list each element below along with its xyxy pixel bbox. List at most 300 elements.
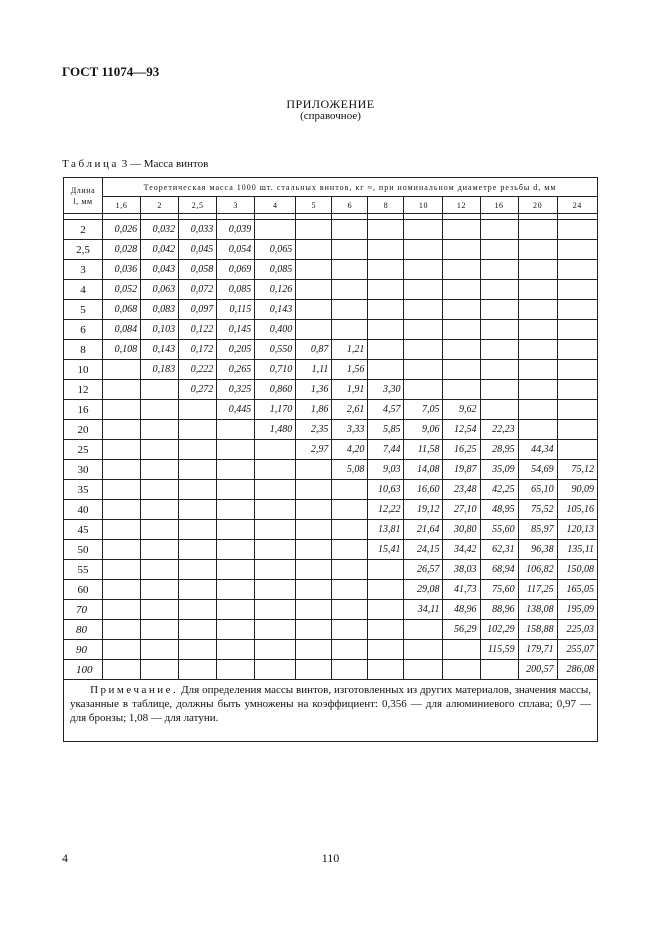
mass-cell xyxy=(443,300,480,320)
table-caption-text: 3 — Масса винтов xyxy=(121,158,209,170)
table-row xyxy=(64,320,598,340)
mass-cell xyxy=(557,280,597,300)
mass-cell xyxy=(518,320,557,340)
mass-cell xyxy=(141,440,179,460)
mass-cell: 179,71 xyxy=(518,640,557,660)
mass-cell xyxy=(332,580,368,600)
mass-cell xyxy=(103,500,141,520)
mass-cell: 19,87 xyxy=(443,460,480,480)
mass-cell xyxy=(480,380,518,400)
mass-cell xyxy=(557,300,597,320)
mass-cell xyxy=(141,520,179,540)
mass-cell xyxy=(332,660,368,680)
mass-cell: 135,11 xyxy=(557,540,597,560)
mass-cell xyxy=(217,520,255,540)
mass-cell xyxy=(368,300,404,320)
mass-cell xyxy=(480,260,518,280)
mass-cell xyxy=(179,500,217,520)
mass-cell: 62,31 xyxy=(480,540,518,560)
length-cell: 3 xyxy=(64,260,103,280)
mass-cell: 23,48 xyxy=(443,480,480,500)
mass-cell xyxy=(103,660,141,680)
mass-cell: 1,86 xyxy=(296,400,332,420)
mass-cell xyxy=(103,400,141,420)
mass-cell xyxy=(368,280,404,300)
mass-cell xyxy=(255,580,296,600)
mass-cell: 1,480 xyxy=(255,420,296,440)
length-cell: 12 xyxy=(64,380,103,400)
appendix-type: (справочное) xyxy=(300,110,361,122)
diameter-header: 24 xyxy=(557,197,597,214)
diameter-header: 4 xyxy=(255,197,296,214)
mass-cell: 0,143 xyxy=(141,340,179,360)
mass-cell xyxy=(557,380,597,400)
table-note xyxy=(64,680,598,742)
mass-cell: 42,25 xyxy=(480,480,518,500)
mass-cell: 200,57 xyxy=(518,660,557,680)
mass-cell: 225,03 xyxy=(557,620,597,640)
table-row xyxy=(64,480,598,500)
mass-cell: 0,028 xyxy=(103,240,141,260)
mass-cell xyxy=(103,380,141,400)
mass-cell xyxy=(332,260,368,280)
mass-cell: 0,183 xyxy=(141,360,179,380)
mass-cell: 0,115 xyxy=(217,300,255,320)
mass-cell xyxy=(404,260,443,280)
mass-cell: 34,11 xyxy=(404,600,443,620)
mass-cell: 41,73 xyxy=(443,580,480,600)
mass-cell: 0,265 xyxy=(217,360,255,380)
mass-cell: 9,62 xyxy=(443,400,480,420)
length-cell: 45 xyxy=(64,520,103,540)
mass-cell: 0,550 xyxy=(255,340,296,360)
mass-cell xyxy=(368,600,404,620)
mass-cell xyxy=(443,220,480,240)
table-row xyxy=(64,520,598,540)
mass-header: Теоретическая масса 1000 шт. стальных винтов, кг ≈, при номинальном диаметре резьбы d, мм xyxy=(103,178,598,197)
diameter-header: 3 xyxy=(217,197,255,214)
mass-cell: 13,81 xyxy=(368,520,404,540)
mass-cell: 0,325 xyxy=(217,380,255,400)
mass-cell: 0,145 xyxy=(217,320,255,340)
mass-cell xyxy=(217,460,255,480)
mass-cell xyxy=(179,540,217,560)
mass-cell: 0,085 xyxy=(255,260,296,280)
length-cell: 5 xyxy=(64,300,103,320)
mass-cell: 28,95 xyxy=(480,440,518,460)
mass-cell xyxy=(141,420,179,440)
screw-mass-table xyxy=(63,177,598,742)
mass-cell: 0,042 xyxy=(141,240,179,260)
mass-cell: 0,033 xyxy=(179,220,217,240)
mass-cell xyxy=(368,220,404,240)
mass-cell xyxy=(255,600,296,620)
length-cell: 20 xyxy=(64,420,103,440)
mass-cell xyxy=(332,300,368,320)
mass-cell: 7,05 xyxy=(404,400,443,420)
table-row xyxy=(64,440,598,460)
mass-cell: 1,56 xyxy=(332,360,368,380)
mass-cell xyxy=(179,520,217,540)
mass-cell: 0,87 xyxy=(296,340,332,360)
length-cell: 35 xyxy=(64,480,103,500)
mass-cell: 0,068 xyxy=(103,300,141,320)
mass-cell xyxy=(103,480,141,500)
mass-cell: 1,170 xyxy=(255,400,296,420)
mass-cell: 255,07 xyxy=(557,640,597,660)
diameter-header: 20 xyxy=(518,197,557,214)
length-cell: 80 xyxy=(64,620,103,640)
mass-cell: 48,95 xyxy=(480,500,518,520)
mass-cell: 54,69 xyxy=(518,460,557,480)
mass-cell xyxy=(557,440,597,460)
mass-cell xyxy=(480,360,518,380)
mass-cell: 9,03 xyxy=(368,460,404,480)
mass-cell: 34,42 xyxy=(443,540,480,560)
length-cell: 50 xyxy=(64,540,103,560)
mass-cell: 0,084 xyxy=(103,320,141,340)
mass-cell xyxy=(103,520,141,540)
mass-cell xyxy=(217,620,255,640)
mass-cell xyxy=(179,640,217,660)
table-row xyxy=(64,380,598,400)
table-caption-word: Таблица xyxy=(62,158,119,170)
mass-cell: 138,08 xyxy=(518,600,557,620)
mass-cell: 0,058 xyxy=(179,260,217,280)
mass-cell xyxy=(443,360,480,380)
length-cell: 4 xyxy=(64,280,103,300)
mass-cell xyxy=(255,660,296,680)
mass-cell: 0,026 xyxy=(103,220,141,240)
mass-cell: 0,108 xyxy=(103,340,141,360)
mass-cell xyxy=(217,480,255,500)
mass-cell xyxy=(368,260,404,280)
mass-cell xyxy=(179,460,217,480)
table-row xyxy=(64,560,598,580)
mass-cell: 55,60 xyxy=(480,520,518,540)
mass-cell xyxy=(179,440,217,460)
mass-cell xyxy=(480,320,518,340)
length-cell: 25 xyxy=(64,440,103,460)
mass-cell: 4,57 xyxy=(368,400,404,420)
mass-cell xyxy=(518,400,557,420)
mass-cell xyxy=(255,480,296,500)
mass-cell xyxy=(518,340,557,360)
mass-cell xyxy=(296,240,332,260)
page-number-left: 4 xyxy=(62,851,68,865)
diameter-header-row xyxy=(64,197,598,214)
mass-cell: 158,88 xyxy=(518,620,557,640)
mass-cell xyxy=(518,360,557,380)
mass-cell: 12,54 xyxy=(443,420,480,440)
mass-cell: 0,143 xyxy=(255,300,296,320)
mass-cell: 106,82 xyxy=(518,560,557,580)
mass-cell: 68,94 xyxy=(480,560,518,580)
mass-cell xyxy=(404,640,443,660)
table-row xyxy=(64,400,598,420)
mass-cell xyxy=(332,240,368,260)
mass-cell xyxy=(141,620,179,640)
mass-cell xyxy=(255,560,296,580)
diameter-header: 16 xyxy=(480,197,518,214)
diameter-header: 5 xyxy=(296,197,332,214)
mass-cell xyxy=(296,620,332,640)
mass-cell xyxy=(255,620,296,640)
mass-cell xyxy=(404,340,443,360)
mass-cell xyxy=(443,380,480,400)
mass-cell: 195,09 xyxy=(557,600,597,620)
mass-cell: 117,25 xyxy=(518,580,557,600)
mass-cell xyxy=(179,480,217,500)
mass-cell xyxy=(368,340,404,360)
mass-cell: 90,09 xyxy=(557,480,597,500)
mass-cell: 2,35 xyxy=(296,420,332,440)
mass-cell: 0,069 xyxy=(217,260,255,280)
mass-cell xyxy=(179,400,217,420)
mass-cell: 35,09 xyxy=(480,460,518,480)
mass-cell xyxy=(217,600,255,620)
mass-cell xyxy=(296,520,332,540)
mass-cell xyxy=(103,460,141,480)
mass-cell xyxy=(480,300,518,320)
page-number: 110 xyxy=(321,851,340,865)
diameter-header: 2,5 xyxy=(179,197,217,214)
mass-cell xyxy=(179,660,217,680)
mass-cell: 85,97 xyxy=(518,520,557,540)
mass-cell xyxy=(296,500,332,520)
mass-cell: 0,103 xyxy=(141,320,179,340)
mass-cell xyxy=(255,520,296,540)
mass-cell: 10,63 xyxy=(368,480,404,500)
note-label: Примечание. xyxy=(90,684,179,696)
table-row xyxy=(64,540,598,560)
mass-cell xyxy=(103,580,141,600)
mass-cell xyxy=(557,320,597,340)
mass-cell xyxy=(332,320,368,340)
mass-cell xyxy=(179,600,217,620)
mass-cell: 3,30 xyxy=(368,380,404,400)
mass-cell: 75,12 xyxy=(557,460,597,480)
mass-cell: 0,063 xyxy=(141,280,179,300)
mass-cell xyxy=(296,220,332,240)
table-row xyxy=(64,280,598,300)
mass-cell xyxy=(332,540,368,560)
mass-cell xyxy=(368,640,404,660)
mass-cell xyxy=(141,560,179,580)
mass-cell: 11,58 xyxy=(404,440,443,460)
mass-cell xyxy=(480,660,518,680)
mass-cell: 0,272 xyxy=(179,380,217,400)
mass-cell xyxy=(103,560,141,580)
mass-cell: 38,03 xyxy=(443,560,480,580)
mass-cell: 0,126 xyxy=(255,280,296,300)
mass-cell xyxy=(518,260,557,280)
mass-cell: 88,96 xyxy=(480,600,518,620)
mass-cell xyxy=(296,560,332,580)
mass-cell: 12,22 xyxy=(368,500,404,520)
mass-cell: 9,06 xyxy=(404,420,443,440)
length-cell: 100 xyxy=(64,660,103,680)
mass-cell: 30,80 xyxy=(443,520,480,540)
table-row xyxy=(64,660,598,680)
mass-cell: 0,065 xyxy=(255,240,296,260)
mass-cell xyxy=(404,620,443,640)
mass-cell: 75,60 xyxy=(480,580,518,600)
mass-cell xyxy=(480,220,518,240)
mass-cell xyxy=(141,460,179,480)
mass-cell: 48,96 xyxy=(443,600,480,620)
table-row xyxy=(64,600,598,620)
mass-cell xyxy=(557,420,597,440)
mass-cell: 165,05 xyxy=(557,580,597,600)
mass-cell xyxy=(332,280,368,300)
mass-cell xyxy=(404,320,443,340)
mass-cell xyxy=(443,260,480,280)
mass-cell xyxy=(255,500,296,520)
mass-cell xyxy=(368,580,404,600)
mass-cell: 96,38 xyxy=(518,540,557,560)
mass-cell xyxy=(332,220,368,240)
mass-cell: 0,445 xyxy=(217,400,255,420)
mass-cell: 4,20 xyxy=(332,440,368,460)
length-cell: 10 xyxy=(64,360,103,380)
mass-cell xyxy=(141,580,179,600)
mass-cell: 0,043 xyxy=(141,260,179,280)
mass-cell xyxy=(480,340,518,360)
mass-cell xyxy=(404,300,443,320)
mass-cell xyxy=(296,480,332,500)
mass-cell xyxy=(296,260,332,280)
mass-cell xyxy=(404,380,443,400)
appendix-title: ПРИЛОЖЕНИЕ xyxy=(286,97,375,111)
diameter-header: 1,6 xyxy=(103,197,141,214)
mass-cell: 3,33 xyxy=(332,420,368,440)
mass-cell: 0,860 xyxy=(255,380,296,400)
mass-cell xyxy=(443,640,480,660)
mass-cell xyxy=(518,220,557,240)
mass-cell: 0,045 xyxy=(179,240,217,260)
mass-cell xyxy=(255,540,296,560)
mass-cell xyxy=(443,280,480,300)
mass-cell: 22,23 xyxy=(480,420,518,440)
mass-cell: 16,60 xyxy=(404,480,443,500)
mass-cell: 120,13 xyxy=(557,520,597,540)
mass-cell xyxy=(296,320,332,340)
mass-cell xyxy=(179,420,217,440)
mass-cell xyxy=(518,420,557,440)
diameter-header: 10 xyxy=(404,197,443,214)
mass-cell xyxy=(557,240,597,260)
mass-cell xyxy=(332,500,368,520)
length-header-line1: Длина xyxy=(70,185,96,195)
mass-cell xyxy=(296,660,332,680)
mass-cell xyxy=(217,660,255,680)
mass-cell: 16,25 xyxy=(443,440,480,460)
mass-cell xyxy=(103,420,141,440)
mass-cell xyxy=(557,360,597,380)
table-row xyxy=(64,360,598,380)
mass-cell: 2,61 xyxy=(332,400,368,420)
mass-cell xyxy=(404,280,443,300)
mass-cell xyxy=(103,600,141,620)
table-row xyxy=(64,220,598,240)
mass-cell xyxy=(518,280,557,300)
mass-cell: 115,59 xyxy=(480,640,518,660)
mass-cell xyxy=(518,240,557,260)
mass-cell xyxy=(368,560,404,580)
length-cell: 2 xyxy=(64,220,103,240)
mass-cell: 14,08 xyxy=(404,460,443,480)
mass-cell xyxy=(103,360,141,380)
mass-cell: 0,054 xyxy=(217,240,255,260)
mass-cell: 0,083 xyxy=(141,300,179,320)
mass-cell xyxy=(480,280,518,300)
mass-cell: 1,11 xyxy=(296,360,332,380)
mass-cell xyxy=(141,660,179,680)
length-cell: 70 xyxy=(64,600,103,620)
mass-cell xyxy=(443,240,480,260)
mass-cell: 1,21 xyxy=(332,340,368,360)
mass-cell xyxy=(217,500,255,520)
mass-cell: 29,08 xyxy=(404,580,443,600)
mass-cell xyxy=(332,620,368,640)
mass-cell xyxy=(217,440,255,460)
mass-cell xyxy=(557,220,597,240)
mass-cell: 0,400 xyxy=(255,320,296,340)
mass-cell xyxy=(368,320,404,340)
table-row xyxy=(64,260,598,280)
mass-cell xyxy=(557,400,597,420)
mass-cell xyxy=(255,460,296,480)
mass-cell xyxy=(368,240,404,260)
mass-cell: 286,08 xyxy=(557,660,597,680)
mass-cell xyxy=(443,320,480,340)
mass-cell: 27,10 xyxy=(443,500,480,520)
mass-cell: 5,85 xyxy=(368,420,404,440)
mass-cell xyxy=(103,440,141,460)
mass-cell xyxy=(443,340,480,360)
diameter-header: 12 xyxy=(443,197,480,214)
mass-cell: 1,36 xyxy=(296,380,332,400)
table-row xyxy=(64,340,598,360)
mass-cell xyxy=(332,640,368,660)
mass-cell: 75,52 xyxy=(518,500,557,520)
mass-cell xyxy=(404,220,443,240)
mass-cell xyxy=(368,360,404,380)
mass-cell xyxy=(217,540,255,560)
mass-cell: 5,08 xyxy=(332,460,368,480)
mass-cell xyxy=(404,660,443,680)
mass-cell xyxy=(141,480,179,500)
table-row xyxy=(64,460,598,480)
mass-cell xyxy=(296,460,332,480)
mass-cell: 56,29 xyxy=(443,620,480,640)
mass-cell xyxy=(296,300,332,320)
mass-cell: 0,222 xyxy=(179,360,217,380)
length-cell: 8 xyxy=(64,340,103,360)
mass-cell: 0,052 xyxy=(103,280,141,300)
mass-cell: 0,710 xyxy=(255,360,296,380)
mass-cell xyxy=(217,560,255,580)
table-body xyxy=(64,214,598,680)
mass-cell xyxy=(404,360,443,380)
mass-cell: 0,097 xyxy=(179,300,217,320)
length-cell: 90 xyxy=(64,640,103,660)
mass-cell xyxy=(141,380,179,400)
mass-cell xyxy=(296,580,332,600)
table-row xyxy=(64,620,598,640)
mass-cell xyxy=(255,640,296,660)
